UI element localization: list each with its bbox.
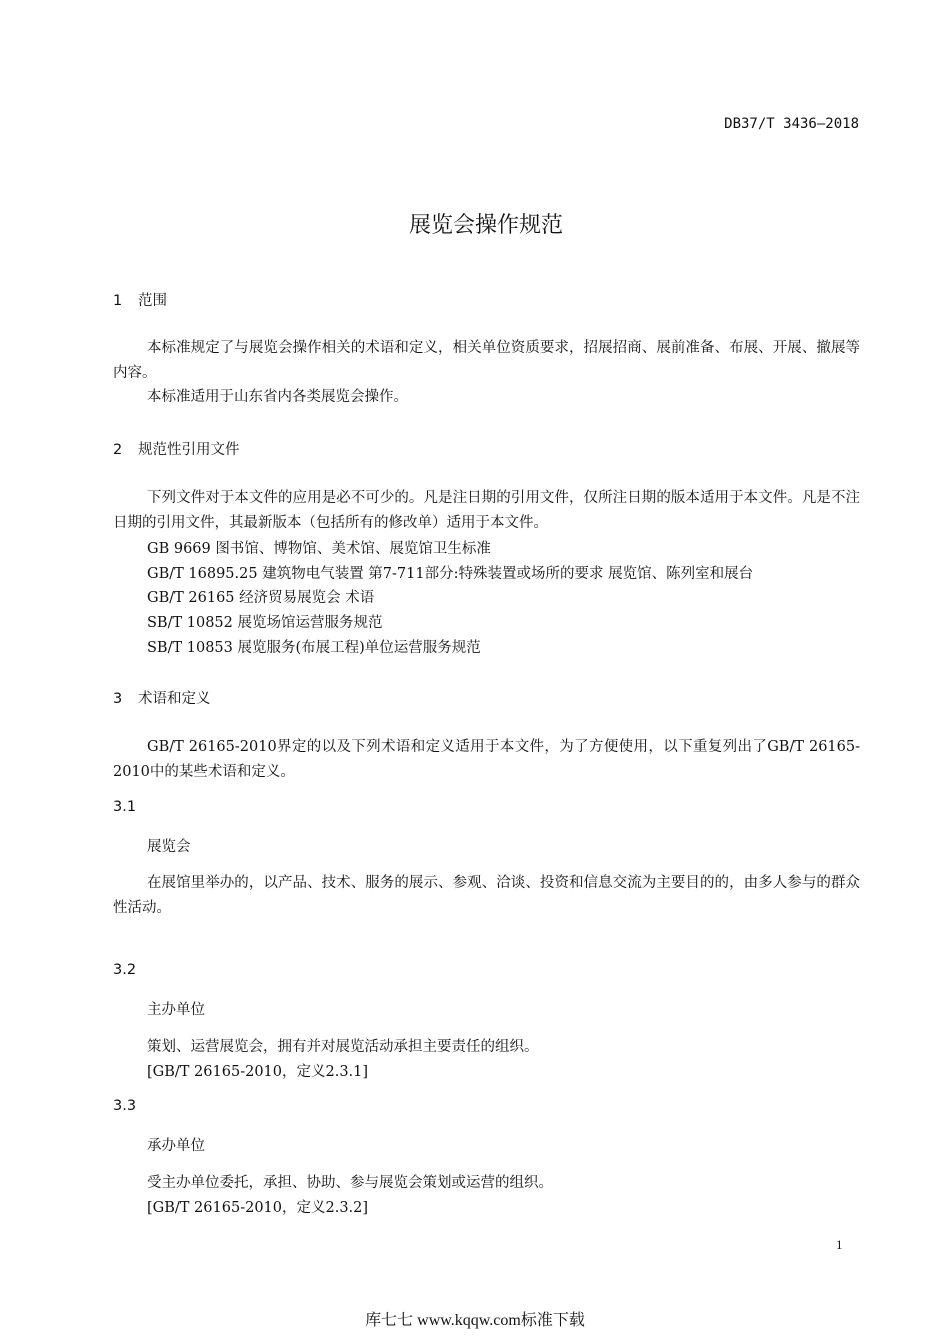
reference-item: SB/T 10853 展览服务(布展工程)单位运营服务规范	[147, 640, 481, 656]
section-title: 范围	[138, 293, 167, 309]
term-definition: 在展馆里举办的，以产品、技术、服务的展示、参观、洽谈、投资和信息交流为主要目的的，由多人参与的群众性活动。	[113, 875, 860, 916]
section-number: 1	[113, 293, 123, 309]
section-number: 2	[113, 442, 123, 458]
term-number: 3.3	[113, 1098, 137, 1114]
section-heading-terms	[113, 687, 211, 708]
page-number: 1	[836, 1237, 843, 1252]
reference-item: GB 9669 图书馆、博物馆、美术馆、展览馆卫生标准	[147, 541, 491, 557]
term-name: 承办单位	[147, 1138, 205, 1154]
section-title: 规范性引用文件	[138, 442, 240, 458]
term-number: 3.2	[113, 962, 137, 978]
term-name: 主办单位	[147, 1002, 205, 1018]
section-number: 3	[113, 691, 123, 707]
term-source: [GB/T 26165-2010，定义2.3.2]	[147, 1200, 369, 1216]
term-definition: 策划、运营展览会，拥有并对展览活动承担主要责任的组织。	[147, 1039, 539, 1055]
document-title: 展览会操作规范	[408, 213, 563, 238]
section-heading-normative-references	[113, 438, 240, 459]
terms-intro-paragraph: GB/T 26165-2010界定的以及下列术语和定义适用于本文件，为了方便使用，以下重复列出了GB/T 26165-2010中的某些术语和定义。	[113, 739, 860, 780]
term-source: [GB/T 26165-2010，定义2.3.1]	[147, 1064, 369, 1080]
scope-paragraph-1: 本标准规定了与展览会操作相关的术语和定义，相关单位资质要求，招展招商、展前准备、布展、开展、撤展等内容。	[113, 340, 860, 381]
scope-paragraph-2: 本标准适用于山东省内各类展览会操作。	[147, 389, 408, 405]
references-intro-paragraph: 下列文件对于本文件的应用是必不可少的。凡是注日期的引用文件，仅所注日期的版本适用于本文件。凡是不注日期的引用文件，其最新版本（包括所有的修改单）适用于本文件。	[113, 490, 860, 531]
footer-site-text: 库七七 www.kqqw.com标准下载	[365, 1312, 585, 1329]
section-heading-scope	[113, 289, 167, 310]
term-number: 3.1	[113, 799, 137, 815]
section-title: 术语和定义	[138, 691, 211, 707]
reference-item: GB/T 16895.25 建筑物电气装置 第7-711部分:特殊装置或场所的要求 展览馆、陈列室和展台	[147, 566, 754, 582]
reference-item: SB/T 10852 展览场馆运营服务规范	[147, 615, 383, 631]
reference-item: GB/T 26165 经济贸易展览会 术语	[147, 590, 375, 606]
term-name: 展览会	[147, 839, 191, 855]
term-definition: 受主办单位委托，承担、协助、参与展览会策划或运营的组织。	[147, 1175, 553, 1191]
document-code: DB37/T 3436—2018	[724, 116, 859, 132]
